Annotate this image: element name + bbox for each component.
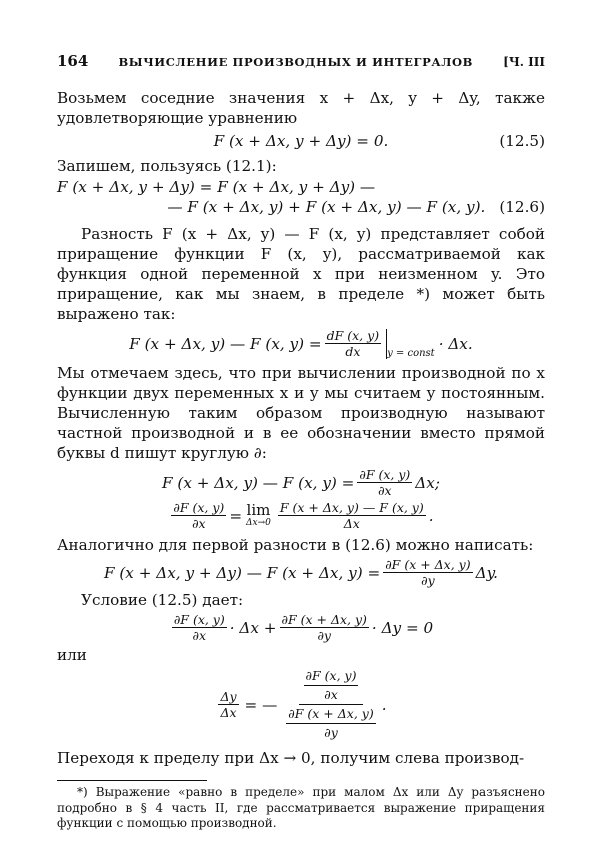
footnote-rule (57, 780, 207, 781)
equation-8-bottom-fraction (286, 705, 375, 742)
equation-5-rhs-fraction (278, 500, 426, 531)
equation-5-rhs-denominator: Δx (343, 516, 360, 531)
book-page (57, 52, 545, 832)
equation-12-5-number: (12.5) (499, 132, 545, 150)
footnote (57, 785, 545, 832)
limit-subscript: Δx→0 (246, 518, 271, 528)
equation-6-lhs: F (x + Δx, y + Δy) — F (x + Δx, y) = (104, 563, 381, 582)
equation-5 (57, 500, 545, 531)
paragraph-7: или (57, 646, 87, 664)
equation-12-6-line-1-body: F (x + Δx, y + Δy) = F (x + Δx, y + Δy) — (57, 178, 376, 196)
equation-12-6-line-1 (57, 178, 545, 196)
equation-4-lhs: F (x + Δx, y) — F (x, y) = (162, 473, 355, 492)
equation-7-tail: · Δy = 0 (371, 618, 434, 637)
equation-7-middle: · Δx + (229, 618, 277, 637)
equation-8-compound-numerator (299, 667, 364, 705)
equation-7-fraction-1 (172, 612, 227, 643)
equation-8-compound-fraction (283, 667, 378, 742)
equation-3-subscript: y = const (387, 348, 435, 359)
equation-6 (57, 557, 545, 588)
equation-8-top-denominator: ∂x (324, 687, 338, 702)
paragraph-3: Разность F (x + Δx, y) — F (x, y) представляет собой приращение функции F (x, y), рассматриваемой как функция одной переменной x при неизменном y. Это приращение, как мы знаем, в пределе *) может быть выражено так: (57, 225, 545, 323)
equation-12-6-line-2-body: — F (x + Δx, y) + F (x + Δx, y) — F (x, y). (167, 198, 486, 216)
equation-3-lhs: F (x + Δx, y) — F (x, y) = (129, 334, 322, 353)
equation-4-numerator: ∂F (x, y) (359, 467, 411, 482)
running-title: ВЫЧИСЛЕНИЕ ПРОИЗВОДНЫХ И ИНТЕГРАЛОВ (118, 55, 473, 69)
equation-8-lhs-fraction (218, 689, 238, 720)
equation-3-tail: · Δx. (438, 334, 473, 353)
equation-8-top-numerator: ∂F (x, y) (304, 667, 359, 686)
equation-8-equals: = — (244, 695, 278, 714)
equation-3-numerator: dF (x, y) (326, 328, 380, 343)
running-header (57, 52, 545, 70)
equation-12-5-body: F (x + Δx, y + Δy) = 0. (213, 132, 389, 150)
equation-12-6-number: (12.6) (499, 198, 545, 216)
footnote-text: *) Выражение «равно в пределе» при малом Δx или Δy разъяснено подробно в § 4 часть II, где рассматривается выражение приращения функции с помощью производной. (57, 785, 545, 830)
paragraph-1: Возьмем соседние значения x + Δx, y + Δy, также удовлетворяющие уравнению (57, 89, 545, 127)
equation-8-lhs-numerator: Δy (220, 689, 237, 704)
equation-7-fraction-2 (280, 612, 369, 643)
equation-8-compound-denominator (283, 705, 378, 742)
equation-5-equals: = (229, 506, 243, 525)
paragraph-2: Запишем, пользуясь (12.1): (57, 157, 277, 175)
equation-5-lhs-fraction (171, 500, 226, 531)
equation-8-top-fraction (304, 667, 359, 704)
equation-7-fraction-2-denominator: ∂y (317, 628, 331, 643)
equation-7-fraction-2-numerator: ∂F (x + Δx, y) (281, 612, 367, 627)
limit-symbol: lim (246, 501, 271, 519)
equation-5-lhs-denominator: ∂x (192, 516, 206, 531)
equation-8-bottom-denominator: ∂y (324, 725, 338, 740)
equation-5-rhs-numerator: F (x + Δx, y) — F (x, y) (279, 500, 424, 515)
paragraph-5: Аналогично для первой разности в (12.6) можно написать: (57, 536, 534, 554)
paragraph-6: Условие (12.5) дает: (81, 591, 244, 609)
equation-8 (57, 667, 545, 742)
equation-7-fraction-1-denominator: ∂x (192, 628, 207, 643)
equation-5-tail: . (428, 506, 434, 525)
equation-3 (57, 328, 545, 359)
equation-6-denominator: ∂y (421, 573, 435, 588)
equation-6-fraction (383, 557, 472, 588)
equation-5-lhs-numerator: ∂F (x, y) (173, 500, 225, 515)
paragraph-8: Переходя к пределу при Δx → 0, получим слева производ- (57, 749, 525, 767)
equation-3-denominator: dx (345, 344, 361, 359)
page-number: 164 (57, 52, 89, 70)
equation-8-tail: . (381, 695, 387, 714)
equation-7-fraction-1-numerator: ∂F (x, y) (173, 612, 225, 627)
equation-8-lhs-denominator: Δx (220, 705, 237, 720)
equation-12-6-line-2 (57, 198, 545, 216)
equation-4-denominator: ∂x (378, 483, 392, 498)
equation-7 (57, 612, 545, 643)
equation-3-fraction (325, 328, 381, 359)
equation-12-5 (57, 132, 545, 150)
equation-4 (57, 467, 545, 498)
limit-operator (246, 503, 271, 528)
chapter-label: [Ч. III (503, 55, 545, 69)
equation-4-tail: Δx; (415, 473, 440, 492)
paragraph-4: Мы отмечаем здесь, что при вычислении производной по x функции двух переменных x и y мы считаем y постоянным. Вычисленную таким образом производную называют частной производной и в ее обозначении вместо прямой буквы d пишут круглую ∂: (57, 364, 545, 462)
equation-6-tail: Δy. (475, 563, 498, 582)
equation-4-fraction (357, 467, 412, 498)
equation-8-bottom-numerator: ∂F (x + Δx, y) (286, 705, 375, 724)
equation-6-numerator: ∂F (x + Δx, y) (385, 557, 471, 572)
